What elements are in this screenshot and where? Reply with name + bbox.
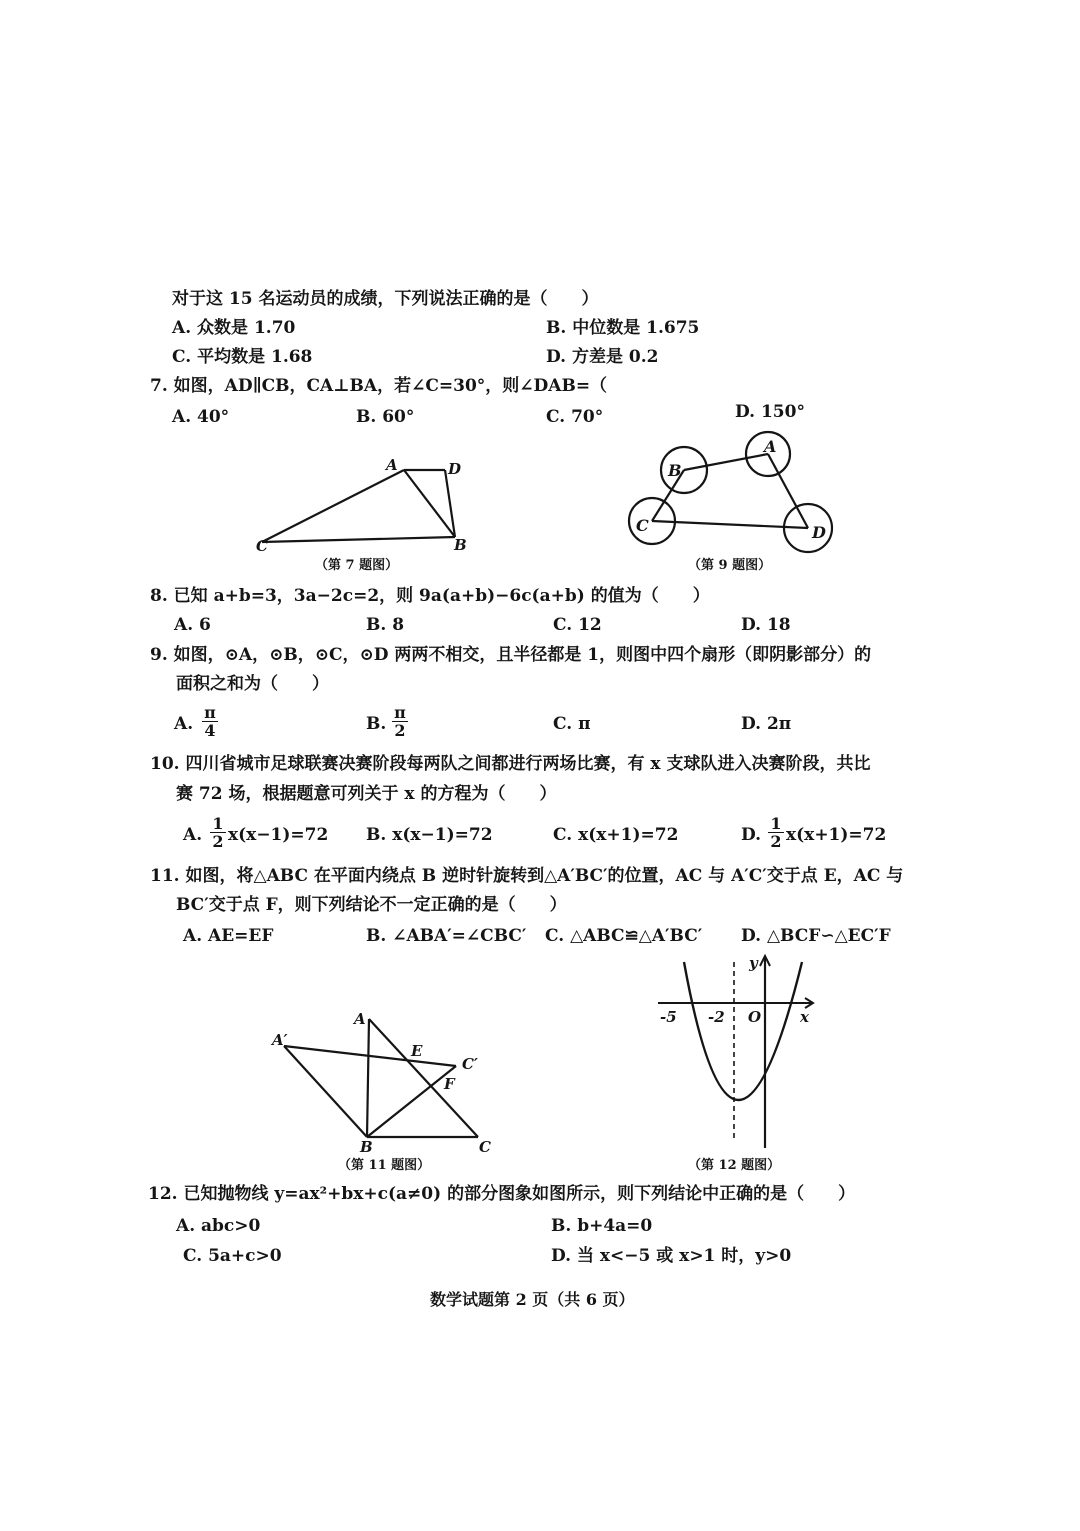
q11-label-e: E (411, 1042, 423, 1060)
q9-stem-line1: 9. 如图，⊙A，⊙B，⊙C，⊙D 两两不相交，且半径都是 1，则图中四个扇形（即阴影部分）的 (150, 645, 872, 665)
q10-option-a-numerator: 1 (212, 814, 224, 833)
q11-label-b: B (360, 1138, 373, 1156)
q8-option-a: A. 6 (174, 615, 211, 635)
q8-stem: 8. 已知 a+b=3，3a−2c=2，则 9a(a+b)−6c(a+b) 的值为（ ） (150, 586, 710, 606)
q7-option-b: B. 60° (356, 407, 415, 427)
q10-option-d-denominator: 2 (770, 832, 782, 851)
q11-option-d: D. △BCF∽△EC′F (741, 926, 891, 946)
q11-stem-line2: BC′交于点 F，则下列结论不一定正确的是（ ） (176, 895, 567, 915)
q7-stem: 7. 如图，AD∥CB，CA⊥BA，若∠C=30°，则∠DAB=（ (150, 376, 608, 396)
q12-option-d: D. 当 x<−5 或 x>1 时，y>0 (551, 1246, 792, 1266)
q12-label-minus2: -2 (708, 1008, 725, 1026)
q9-option-b-numerator: π (394, 703, 406, 722)
q10-option-b: B. x(x−1)=72 (366, 825, 493, 845)
q6-option-c: C. 平均数是 1.68 (172, 347, 313, 367)
q11-figure-caption: （第 11 题图） (338, 1158, 431, 1173)
q11-label-a-prime: A′ (272, 1031, 288, 1049)
q9-option-d: D. 2π (741, 714, 792, 734)
q9-figure-caption: （第 9 题图） (688, 558, 772, 573)
q10-stem-line1: 10. 四川省城市足球联赛决赛阶段每两队之间都进行两场比赛，有 x 支球队进入决赛阶段，共比 (150, 754, 871, 774)
q7-label-b: B (454, 536, 467, 554)
q11-label-a: A (354, 1010, 366, 1028)
q7-label-a: A (386, 456, 398, 474)
q12-stem: 12. 已知抛物线 y=ax²+bx+c(a≠0) 的部分图象如图所示，则下列结论中正确的是（ ） (148, 1184, 856, 1204)
q7-label-c: C (256, 537, 268, 555)
q8-option-d: D. 18 (741, 615, 791, 635)
page-footer: 数学试题第 2 页（共 6 页） (430, 1290, 635, 1309)
q11-option-b: B. ∠ABA′=∠CBC′ (366, 926, 527, 946)
q10-option-a-equation: x(x−1)=72 (228, 825, 329, 845)
q11-label-c: C (479, 1138, 491, 1156)
q10-option-c: C. x(x+1)=72 (553, 825, 679, 845)
q12-option-c: C. 5a+c>0 (183, 1246, 282, 1266)
q8-option-c: C. 12 (553, 615, 602, 635)
q9-label-c: C (636, 516, 649, 535)
q11-option-a: A. AE=EF (183, 926, 274, 946)
q10-stem-line2: 赛 72 场，根据题意可列关于 x 的方程为（ ） (176, 784, 557, 804)
q6-stem: 对于这 15 名运动员的成绩，下列说法正确的是（ ） (172, 289, 599, 309)
q9-option-a-denominator: 4 (204, 721, 216, 740)
q10-option-d-numerator: 1 (770, 814, 782, 833)
q9-option-c: C. π (553, 714, 591, 734)
q11-stem-line1: 11. 如图，将△ABC 在平面内绕点 B 逆时针旋转到△A′BC′的位置，AC 与 A′C′交于点 E，AC 与 (150, 866, 904, 886)
q10-option-a-denominator: 2 (212, 832, 224, 851)
q12-option-b: B. b+4a=0 (551, 1216, 653, 1236)
q7-option-c: C. 70° (546, 407, 604, 427)
q9-stem-line2: 面积之和为（ ） (176, 674, 329, 694)
q8-option-b: B. 8 (366, 615, 405, 635)
q12-parabola (684, 962, 802, 1100)
q9-label-d: D (812, 523, 826, 542)
q9-option-b-denominator: 2 (394, 721, 406, 740)
q9-label-a: A (764, 437, 777, 456)
q11-label-f: F (444, 1075, 455, 1093)
q6-option-a: A. 众数是 1.70 (172, 318, 296, 338)
q7-label-d: D (448, 460, 462, 478)
q12-label-x: x (800, 1008, 809, 1026)
q6-option-b: B. 中位数是 1.675 (546, 318, 700, 338)
q12-figure-caption: （第 12 题图） (688, 1158, 781, 1173)
q10-option-d-label: D. (741, 825, 762, 845)
q10-option-a-label: A. (183, 825, 203, 845)
q11-option-c: C. △ABC≌△A′BC′ (545, 926, 703, 946)
q10-option-d-equation: x(x+1)=72 (786, 825, 887, 845)
q9-option-b-label: B. (366, 714, 387, 734)
q7-option-a: A. 40° (172, 407, 230, 427)
q6-option-d: D. 方差是 0.2 (546, 347, 659, 367)
q12-option-a: A. abc>0 (176, 1216, 261, 1236)
q7-option-d: D. 150° (735, 402, 805, 422)
q11-label-c-prime: C′ (462, 1055, 478, 1073)
q12-label-y: y (749, 954, 758, 972)
q12-label-minus5: -5 (660, 1008, 677, 1026)
q12-label-o: O (748, 1008, 762, 1026)
q7-figure-caption: （第 7 题图） (315, 558, 399, 573)
q9-label-b: B (668, 461, 682, 480)
q9-option-a-label: A. (174, 714, 194, 734)
q9-option-a-numerator: π (204, 703, 216, 722)
